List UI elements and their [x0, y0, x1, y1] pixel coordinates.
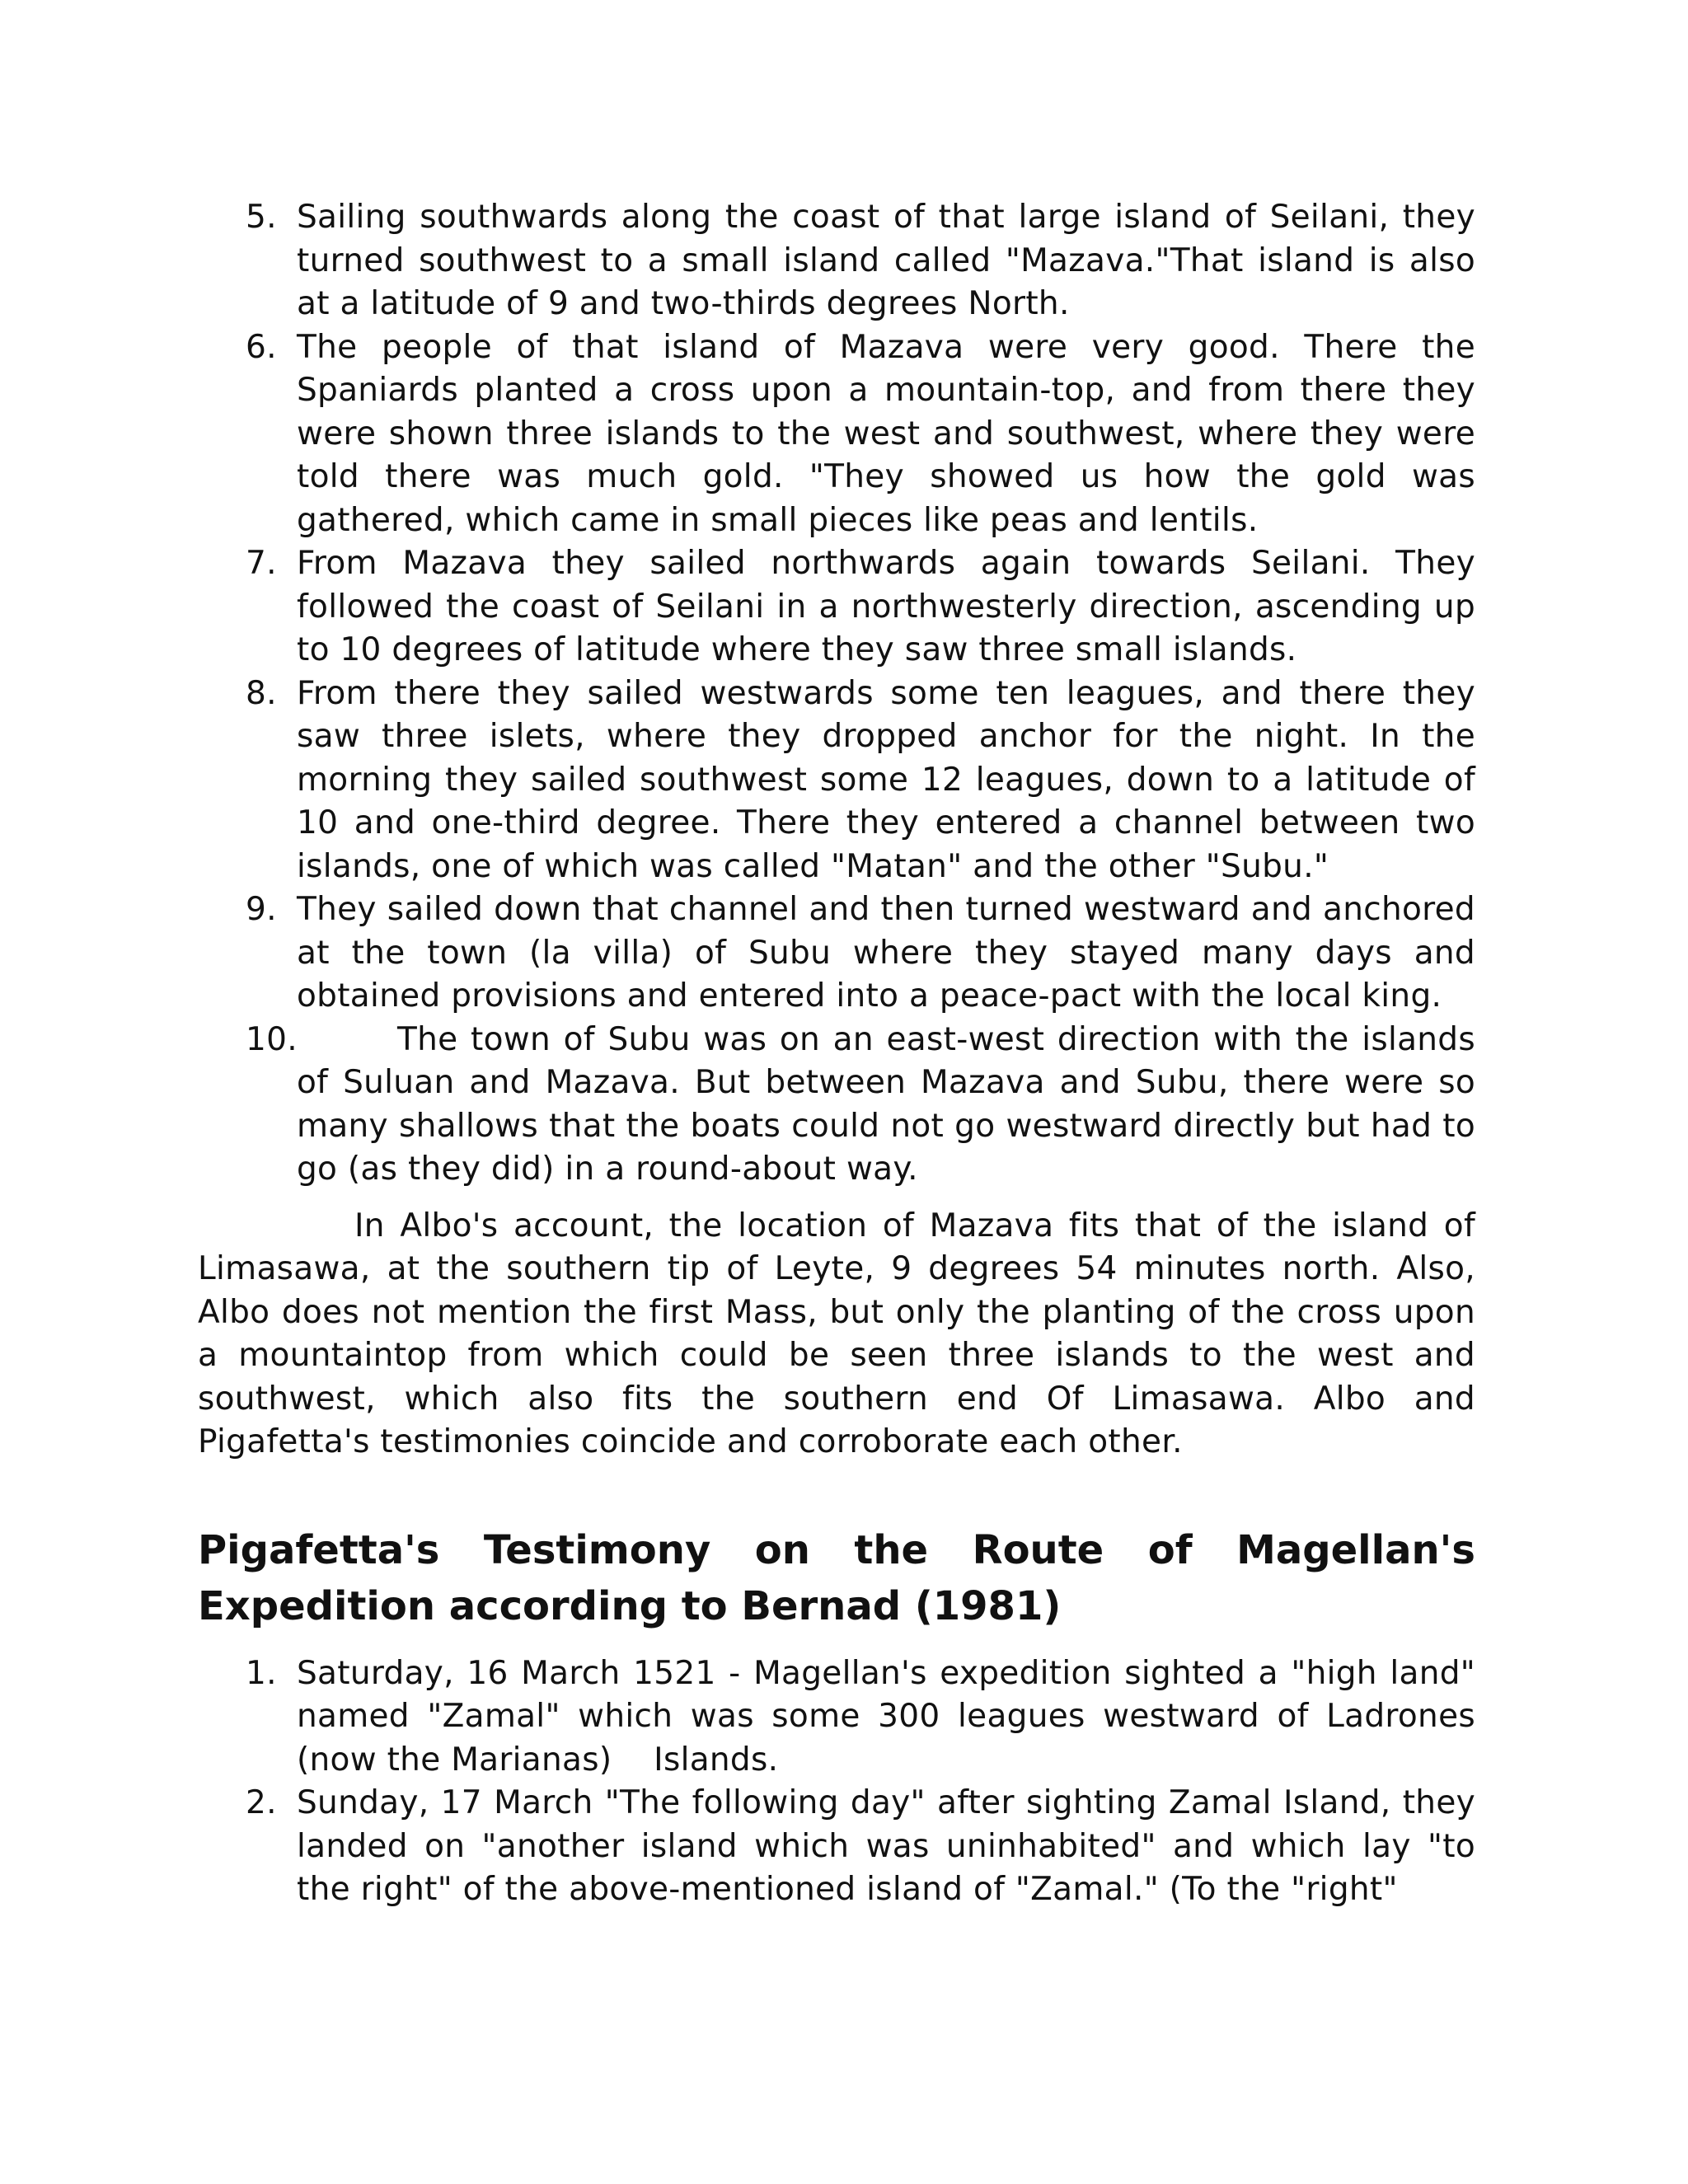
heading-word: the	[854, 1526, 929, 1573]
list-item	[198, 673, 1475, 889]
list-item	[198, 542, 1475, 673]
list-number: 2.	[246, 1784, 277, 1821]
list-item	[198, 1782, 1475, 1912]
list-item-text: Saturday, 16 March 1521 - Magellan's expedition sighted a "high land" named "Zamal" which was some 300 leagues westward of Ladrones (now the Marianas) Islands.	[297, 1654, 1486, 1779]
list-item	[198, 196, 1475, 326]
heading-word: on	[754, 1526, 810, 1573]
route-list-pigafetta	[198, 1652, 1486, 1912]
body-paragraph: In Albo's account, the location of Mazava fits that of the island of Limasawa, at the southern tip of Leyte, 9 degrees 54 minutes north. Also, Albo does not mention the first Mass, but only the planting of the cross upon a mountaintop from which could be seen three islands to the west and southwest, which also fits the southern end Of Limasawa. Albo and Pigafetta's testimonies coincide and corroborate each other.	[198, 1207, 1475, 1460]
list-item	[198, 326, 1475, 543]
heading-line-1	[198, 1522, 1475, 1578]
list-number: 6.	[246, 328, 277, 366]
heading-word: Route	[972, 1526, 1104, 1573]
list-item-text: Sunday, 17 March "The following day" after sighting Zamal Island, they landed on "another island which was uninhabited" and which lay "to the right" of the above-mentioned island of "Zamal." (To the "right"	[297, 1784, 1475, 1908]
document-page	[198, 196, 1486, 1912]
list-item-text: From there they sailed westwards some ten leagues, and there they saw three islets, where they dropped anchor for the night. In the morning they sailed southwest some 12 leagues, down to a latitude of 10 and one-third degree. There they entered a channel between two islands, one of which was called "Matan" and the other "Subu."	[297, 674, 1475, 885]
list-number: 7.	[246, 545, 277, 582]
list-number: 10.	[246, 1020, 298, 1058]
list-item-text: The people of that island of Mazava were very good. There the Spaniards planted a cross upon a mountain-top, and from there they were shown three islands to the west and southwest, where they were told there was much gold. "They showed us how the gold was gathered, which came in small pieces like peas and lentils.	[297, 328, 1475, 539]
heading-word: Magellan's	[1236, 1526, 1475, 1573]
list-item-text: Sailing southwards along the coast of that large island of Seilani, they turned southwest to a small island called "Mazava."That island is also at a latitude of 9 and two-thirds degrees North.	[297, 199, 1475, 322]
list-number: 8.	[246, 674, 277, 712]
heading-word: Testimony	[483, 1526, 711, 1573]
list-number: 9.	[246, 891, 277, 928]
heading-word: of	[1147, 1526, 1193, 1573]
heading-line-2: Expedition according to Bernad (1981)	[198, 1582, 1062, 1629]
list-item-text: The town of Subu was on an east-west direction with the islands of Suluan and Mazava. But between Mazava and Subu, there were so many shallows that the boats could not go westward directly but had to go (as they did) in a round-about way.	[297, 1020, 1475, 1188]
heading-word: Pigafetta's	[198, 1526, 440, 1573]
list-item	[198, 888, 1475, 1019]
list-item	[198, 1652, 1486, 1783]
list-item-text: They sailed down that channel and then turned westward and anchored at the town (la villa) of Subu where they stayed many days and obtained provisions and entered into a peace-pact with the local king.	[297, 891, 1475, 1015]
section-heading	[198, 1522, 1475, 1634]
list-item	[198, 1019, 1475, 1192]
list-number: 1.	[246, 1654, 277, 1692]
list-item-text: From Mazava they sailed northwards again towards Seilani. They followed the coast of Seilani in a northwesterly direction, ascending up to 10 degrees of latitude where they saw three small islands.	[297, 545, 1475, 668]
route-list-albo	[198, 196, 1475, 1192]
list-number: 5.	[246, 199, 277, 236]
